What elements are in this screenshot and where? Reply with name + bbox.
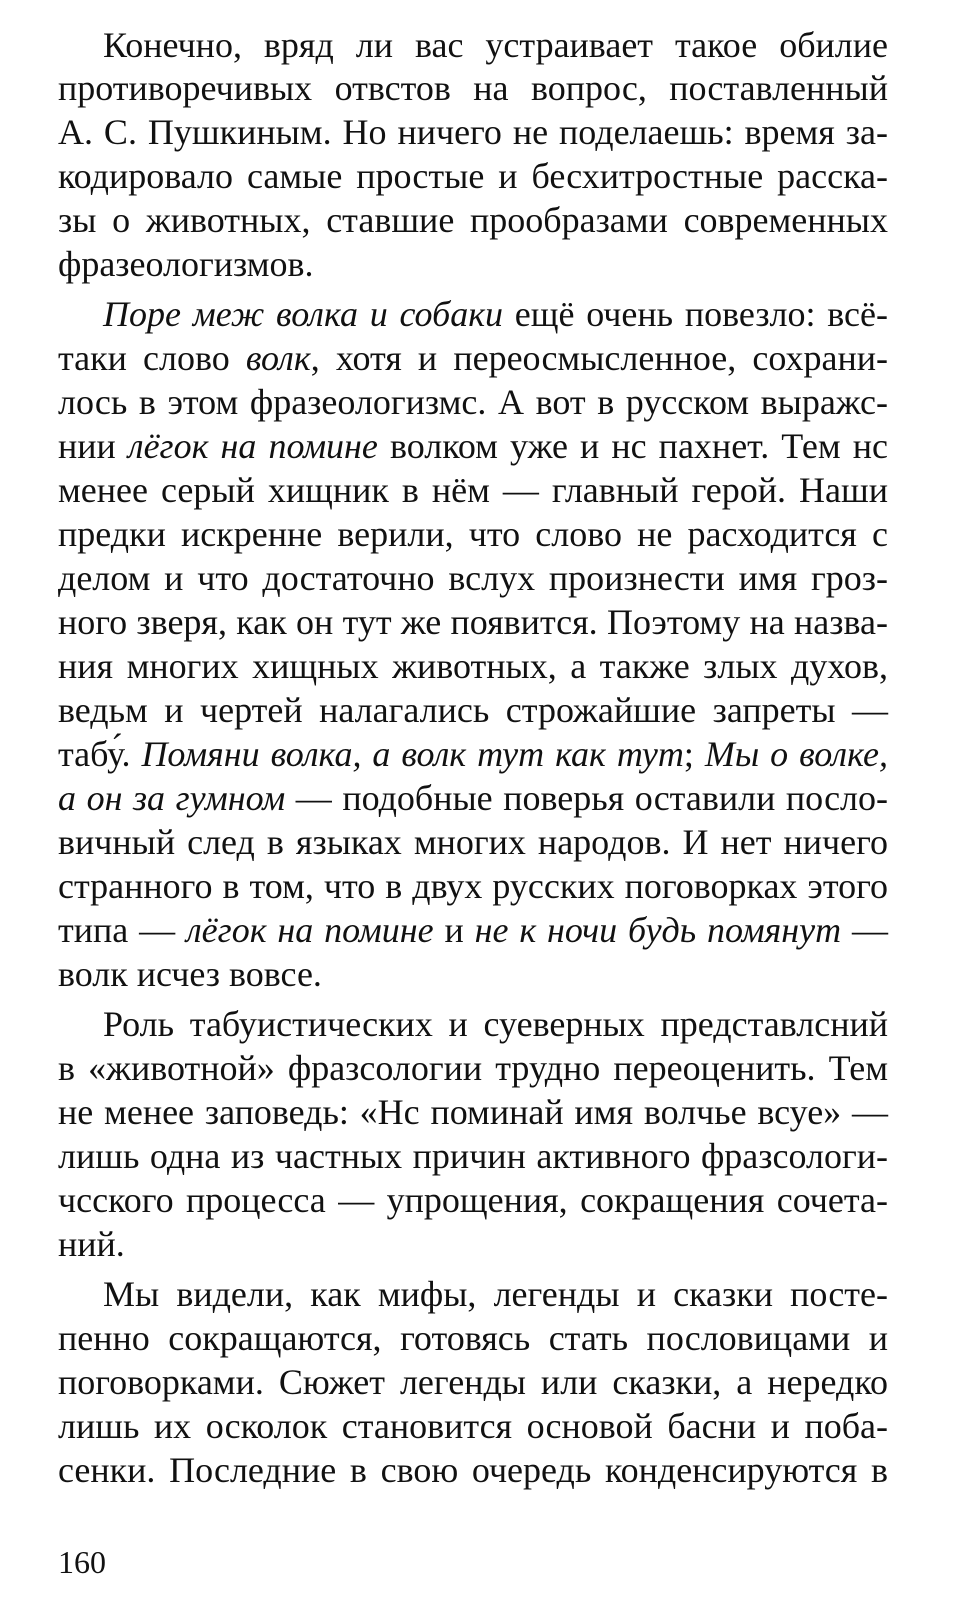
line-text: лишь одна из частных причин активного фразсологи- xyxy=(58,1136,888,1176)
line-text: — подобные поверья оставили посло- xyxy=(285,778,888,818)
text-line xyxy=(58,153,888,199)
line-text: сенки. Последние в свою очередь конденсируются в xyxy=(58,1450,888,1490)
text-line xyxy=(58,197,888,243)
italic-phrase: Помяни волка, а волк тут как тут xyxy=(141,734,684,774)
italic-phrase: не к ночи будь помянут xyxy=(474,910,842,950)
text-line xyxy=(58,1315,888,1361)
line-text: волк исчез вовсе. xyxy=(58,954,322,994)
text-line xyxy=(58,775,888,821)
line-text: ного зверя, как он тут же появится. Поэтому на назва- xyxy=(58,602,888,642)
text-line xyxy=(58,1403,888,1449)
text-line xyxy=(58,731,888,777)
line-text: вичный след в языках многих народов. И нет ничего xyxy=(58,822,888,862)
italic-phrase: Мы о волке, xyxy=(704,734,888,774)
line-text: , хотя и переосмысленное, сохрани- xyxy=(310,338,888,378)
line-text: волком уже и нс пахнет. Тем нс xyxy=(377,426,888,466)
text-line xyxy=(58,1359,888,1405)
line-text: зы о животных, ставшие прообразами современных xyxy=(58,200,888,240)
line-text: типа — xyxy=(58,910,186,950)
italic-phrase: волк xyxy=(245,338,311,378)
text-line xyxy=(58,241,888,287)
line-text: ведьм и чертей налагались строжайшие запреты — xyxy=(58,690,888,730)
line-text: и xyxy=(433,910,475,950)
line-text: предки искренне верили, что слово не расходится с xyxy=(58,514,888,554)
text-line xyxy=(58,335,888,381)
text-line xyxy=(58,555,888,601)
line-text: странного в том, что в двух русских поговорках этого xyxy=(58,866,888,906)
line-text: А. С. Пушкиным. Но ничего не поделаешь: время за- xyxy=(58,112,888,152)
text-line xyxy=(58,109,888,155)
text-line xyxy=(58,951,888,997)
text-line xyxy=(58,599,888,645)
text-line xyxy=(58,1221,888,1267)
text-line xyxy=(58,511,888,557)
line-text: нии xyxy=(58,426,128,466)
text-line xyxy=(58,65,888,111)
line-text: противоречивых отвстов на вопрос, поставленный xyxy=(58,68,888,108)
line-text: ; xyxy=(683,734,705,774)
text-line xyxy=(58,1447,888,1493)
line-text: табу́. xyxy=(58,734,142,774)
text-line xyxy=(58,687,888,733)
text-line xyxy=(58,1045,888,1091)
text-line xyxy=(58,643,888,689)
line-text: — xyxy=(841,910,889,950)
line-text: делом и что достаточно вслух произнести имя гроз- xyxy=(58,558,888,598)
text-line xyxy=(103,1001,888,1047)
page-number: 160 xyxy=(58,1544,106,1580)
text-line xyxy=(103,22,888,68)
text-line xyxy=(58,1089,888,1135)
line-text: менее серый хищник в нём — главный герой. Наши xyxy=(58,470,888,510)
line-text: таки слово xyxy=(58,338,246,378)
line-text: лишь их осколок становится основой басни и поба- xyxy=(58,1406,888,1446)
line-text: пенно сокращаются, готовясь стать пословицами и xyxy=(58,1318,888,1358)
text-line xyxy=(58,423,888,469)
line-text: ещё очень повезло: всё- xyxy=(503,294,888,334)
line-text: Мы видели, как мифы, легенды и сказки посте- xyxy=(103,1274,888,1314)
line-text: ний. xyxy=(58,1224,125,1264)
line-text: Конечно, вряд ли вас устраивает такое обилие xyxy=(103,25,888,65)
line-text: в «животной» фразсологии трудно переоценить. Тем xyxy=(58,1048,888,1088)
text-line xyxy=(58,907,888,953)
line-text: Роль табуистических и суеверных представлсний xyxy=(103,1004,888,1044)
text-line xyxy=(103,291,888,337)
text-line xyxy=(58,1133,888,1179)
text-line xyxy=(58,863,888,909)
line-text: поговорками. Сюжет легенды или сказки, а нередко xyxy=(58,1362,888,1402)
italic-phrase: лёгок на помине xyxy=(185,910,434,950)
line-text: лось в этом фразеологизмс. А вот в русском выражс- xyxy=(58,382,888,422)
italic-phrase: лёгок на помине xyxy=(127,426,378,466)
italic-phrase: Поре меж волка и собаки xyxy=(103,294,504,334)
text-line xyxy=(103,1271,888,1317)
line-text: ния многих хищных животных, а также злых духов, xyxy=(58,646,888,686)
text-line xyxy=(58,379,888,425)
text-line xyxy=(58,467,888,513)
text-line xyxy=(58,819,888,865)
line-text: не менее заповедь: «Нс поминай имя волчье всуе» — xyxy=(58,1092,888,1132)
italic-phrase: а он за гумном xyxy=(58,778,286,818)
text-line xyxy=(58,1177,888,1223)
line-text: чсского процесса — упрощения, сокращения сочета- xyxy=(58,1180,888,1220)
line-text: кодировало самые простые и бесхитростные расска- xyxy=(58,156,888,196)
line-text: фразеологизмов. xyxy=(58,244,314,284)
